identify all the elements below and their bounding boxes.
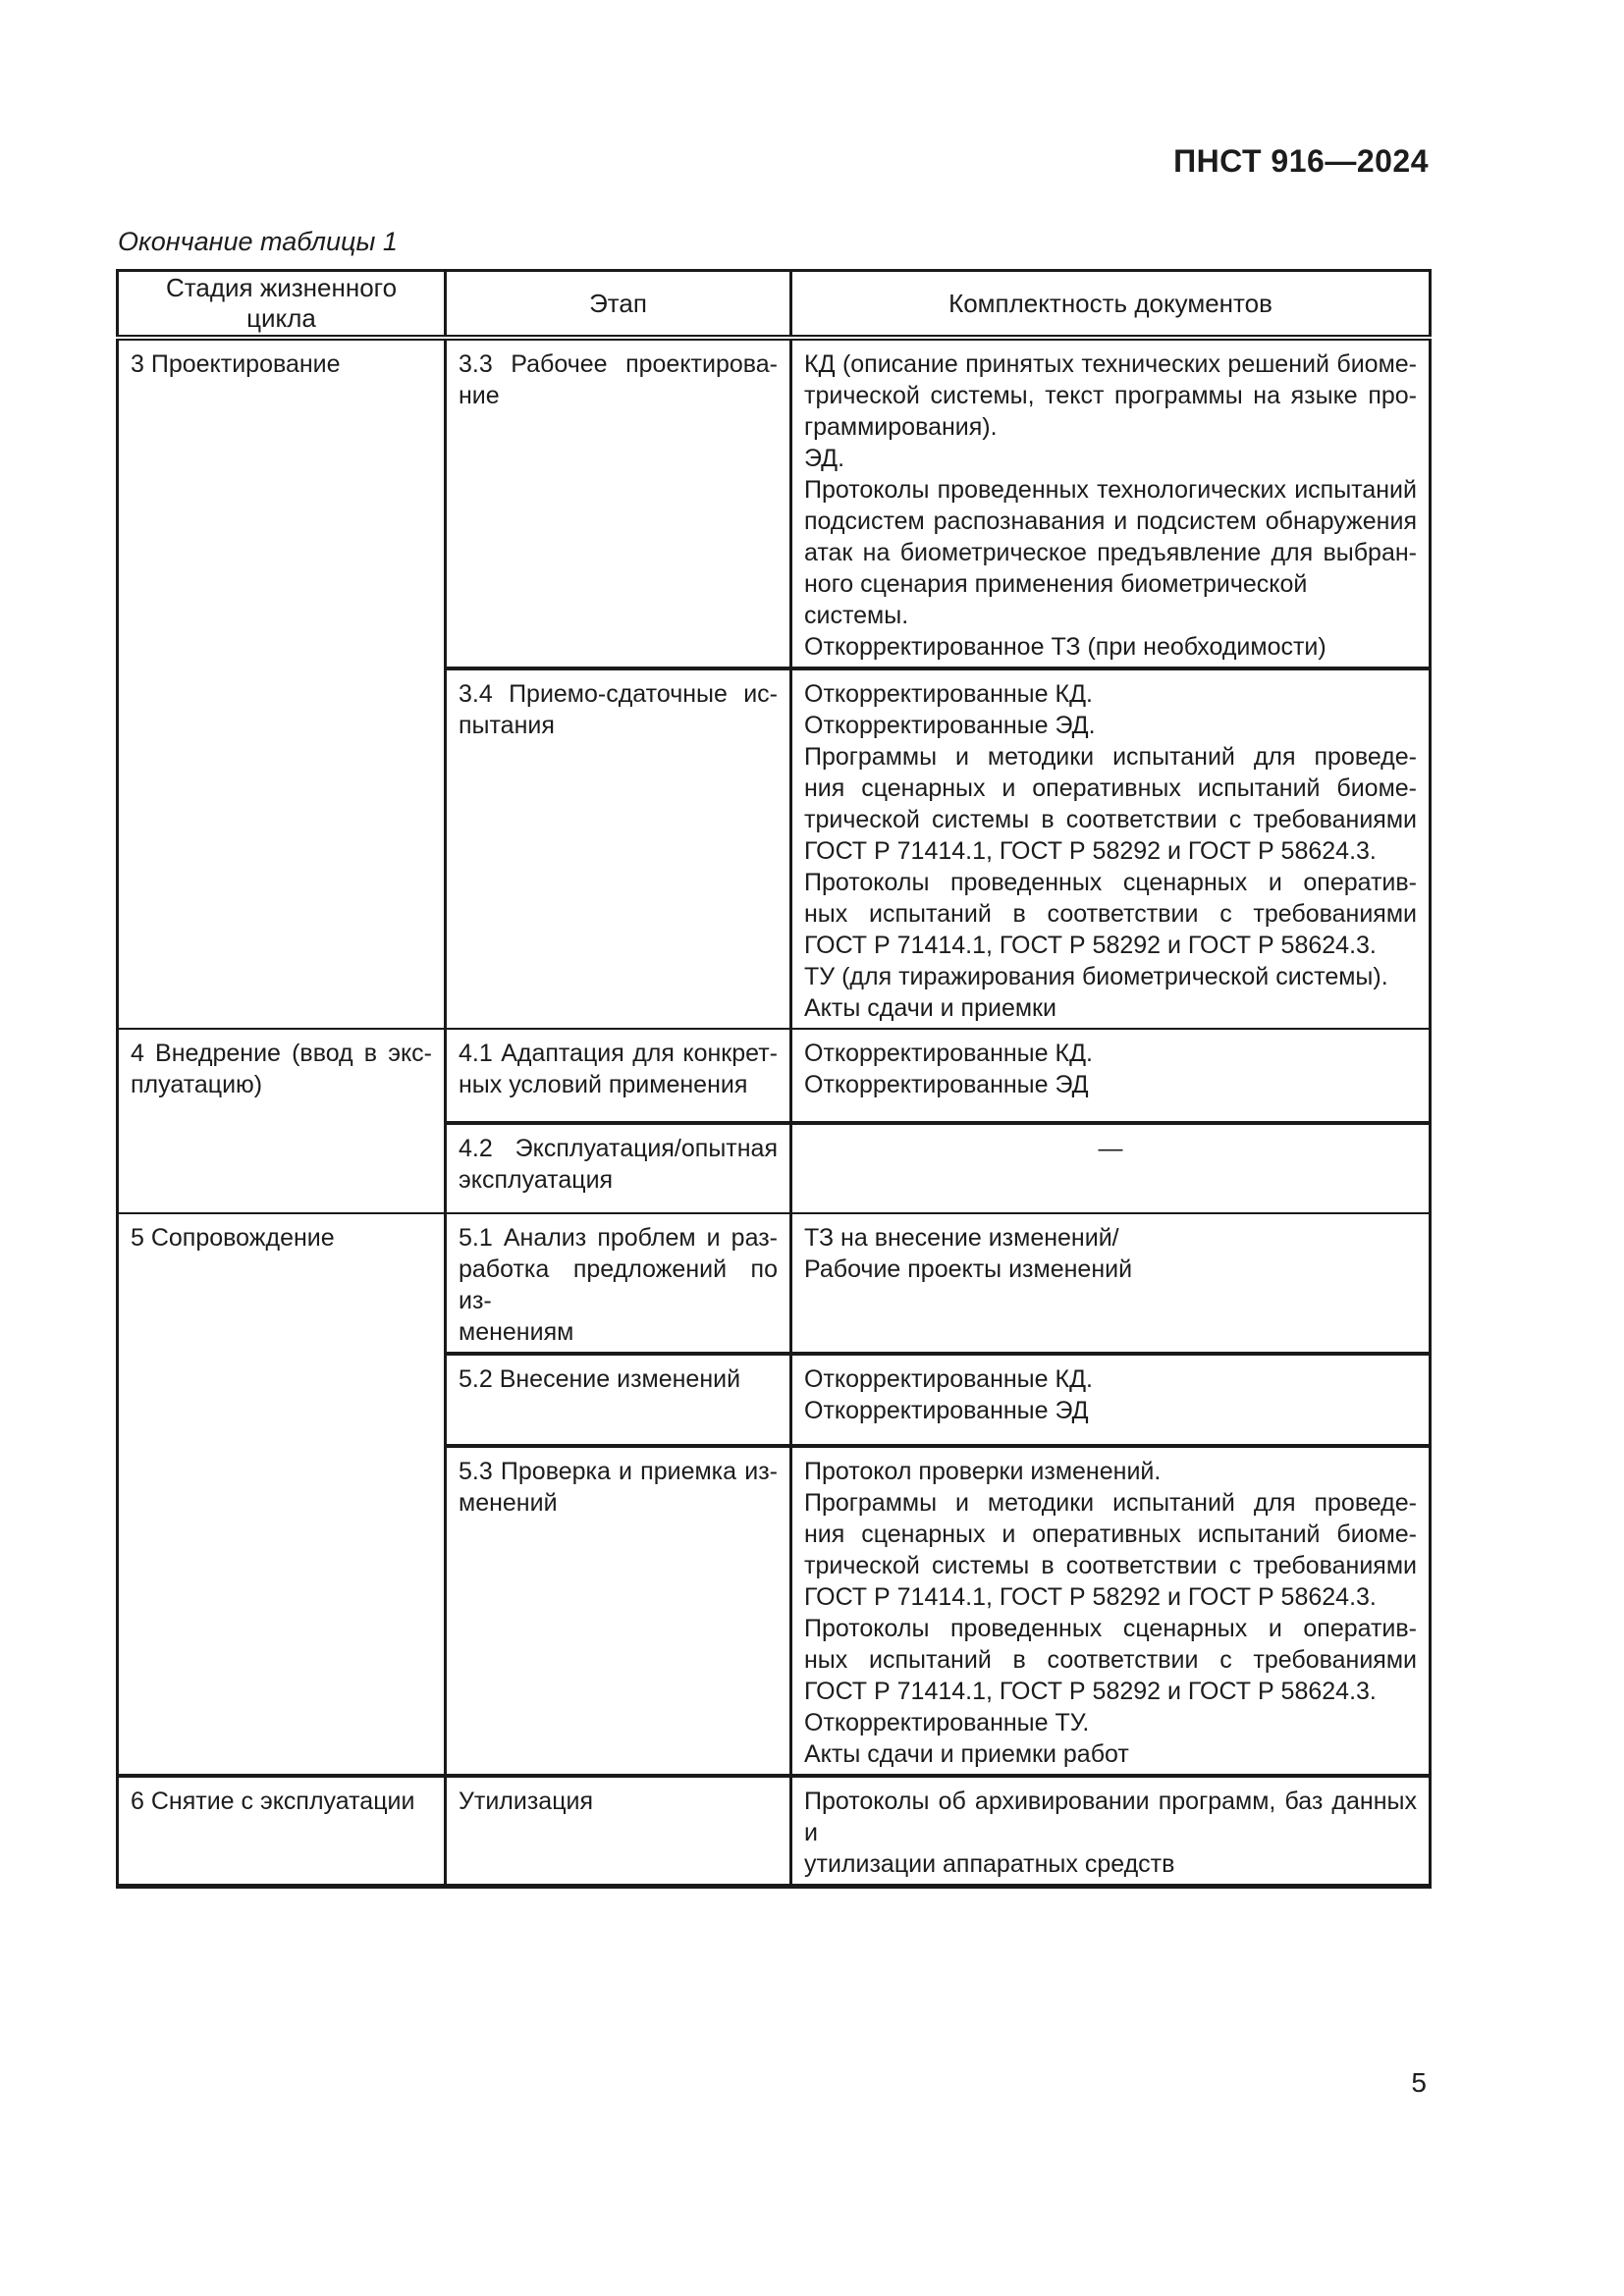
text-line: Программы и методики испытаний для проведе-: [804, 1489, 1417, 1517]
paragraph: [459, 1363, 778, 1395]
paragraph: [804, 1613, 1417, 1707]
text-line: ГОСТ Р 71414.1, ГОСТ Р 58292 и ГОСТ Р 58624.3.: [804, 1678, 1377, 1705]
paragraph: [804, 741, 1417, 867]
paragraph: [804, 678, 1417, 710]
text-line: Акты сдачи и приемки работ: [804, 1740, 1129, 1768]
text-line: утилизации аппаратных средств: [804, 1850, 1175, 1878]
paragraph: [804, 1487, 1417, 1613]
docs-cell: [791, 1446, 1431, 1776]
paragraph: [804, 961, 1417, 992]
paragraph: [804, 1786, 1417, 1880]
page-content: [116, 0, 1429, 2296]
text-line: работка предложений по из-: [459, 1255, 778, 1314]
paragraph: [804, 1133, 1417, 1164]
text-line: —: [1098, 1135, 1123, 1162]
etap-cell: [446, 1446, 791, 1776]
text-line: 4.1 Адаптация для конкрет-: [459, 1040, 778, 1067]
etap-cell: [446, 668, 791, 1029]
text-line: Утилизация: [459, 1788, 594, 1815]
text-line: ния сценарных и оперативных испытаний биоме-: [804, 1521, 1417, 1548]
text-line: Откорректированные КД.: [804, 1365, 1093, 1393]
paragraph: [804, 443, 1417, 474]
table-body: [118, 338, 1431, 1887]
text-line: КД (описание принятых технических решений биоме-: [804, 350, 1417, 378]
header-row: [118, 271, 1431, 339]
table-row: [118, 1213, 1431, 1354]
text-line: Откорректированные ЭД.: [804, 712, 1096, 739]
text-line: ного сценария применения биометрической системы.: [804, 570, 1308, 629]
stage-cell: [118, 1029, 446, 1213]
docs-cell: [791, 1354, 1431, 1446]
paragraph: [804, 631, 1417, 663]
text-line: ние: [459, 382, 500, 409]
column-header-etap: Этап: [446, 271, 791, 339]
etap-cell: [446, 1354, 791, 1446]
text-line: трической системы в соответствии с требованиями: [804, 1552, 1417, 1579]
text-line: Протоколы проведенных сценарных и оператив-: [804, 1615, 1417, 1642]
text-line: ЭД.: [804, 445, 845, 472]
text-line: Откорректированные ЭД: [804, 1071, 1089, 1098]
text-line: 4 Внедрение (ввод в экс-: [131, 1040, 432, 1067]
text-line: 5.3 Проверка и приемка из-: [459, 1458, 778, 1485]
etap-cell: [446, 1123, 791, 1213]
paragraph: [131, 1222, 432, 1254]
text-line: ных испытаний в соответствии с требованиями: [804, 1646, 1417, 1674]
text-line: ния сценарных и оперативных испытаний биоме-: [804, 774, 1417, 802]
docs-cell: [791, 1029, 1431, 1123]
text-line: Программы и методики испытаний для проведе-: [804, 743, 1417, 771]
text-line: ных условий применения: [459, 1071, 748, 1098]
text-line: трической системы в соответствии с требованиями: [804, 806, 1417, 833]
text-line: Протоколы проведенных технологических испытаний: [804, 476, 1417, 504]
stage-cell: [118, 1776, 446, 1887]
paragraph: [804, 1222, 1417, 1254]
text-line: подсистем распознавания и подсистем обнаружения: [804, 507, 1417, 535]
document-code: ПНСТ 916—2024: [1173, 143, 1429, 179]
text-line: Откорректированные ТУ.: [804, 1709, 1090, 1736]
text-line: 3.4 Приемо-сдаточные ис-: [459, 680, 778, 708]
etap-cell: [446, 1776, 791, 1887]
paragraph: [804, 1038, 1417, 1069]
paragraph: [804, 992, 1417, 1024]
docs-cell: [791, 338, 1431, 668]
paragraph: [131, 1786, 432, 1817]
text-line: менений: [459, 1489, 558, 1517]
text-line: эксплуатация: [459, 1166, 614, 1194]
table-caption: Окончание таблицы 1: [118, 227, 398, 256]
stage-cell: [118, 1213, 446, 1776]
paragraph: [459, 1786, 778, 1817]
text-line: Акты сдачи и приемки: [804, 994, 1056, 1022]
paragraph: [804, 1738, 1417, 1770]
text-line: ТЗ на внесение изменений/: [804, 1224, 1119, 1252]
docs-cell: [791, 1123, 1431, 1213]
text-line: ГОСТ Р 71414.1, ГОСТ Р 58292 и ГОСТ Р 58624.3.: [804, 1583, 1377, 1611]
docs-cell: [791, 1776, 1431, 1887]
text-line: Откорректированные ЭД: [804, 1397, 1089, 1424]
text-line: 5.1 Анализ проблем и раз-: [459, 1224, 778, 1252]
text-line: Рабочие проекты изменений: [804, 1255, 1133, 1283]
paragraph: [804, 1456, 1417, 1487]
text-line: Откорректированное ТЗ (при необходимости): [804, 633, 1326, 661]
text-line: плуатацию): [131, 1071, 263, 1098]
text-line: Откорректированные КД.: [804, 680, 1093, 708]
text-line: 3.3 Рабочее проектирова-: [459, 350, 778, 378]
text-line: 6 Снятие с эксплуатации: [131, 1788, 415, 1815]
paragraph: [459, 1456, 778, 1519]
paragraph: [131, 1038, 432, 1100]
text-line: Протоколы проведенных сценарных и оператив-: [804, 869, 1417, 896]
docs-cell: [791, 668, 1431, 1029]
table-row: [118, 1776, 1431, 1887]
text-line: ГОСТ Р 71414.1, ГОСТ Р 58292 и ГОСТ Р 58624.3.: [804, 932, 1377, 959]
paragraph: [459, 1133, 778, 1196]
text-line: 5.2 Внесение изменений: [459, 1365, 741, 1393]
text-line: атак на биометрическое предъявление для выбран-: [804, 539, 1417, 566]
paragraph: [804, 1707, 1417, 1738]
text-line: пытания: [459, 712, 555, 739]
paragraph: [804, 1395, 1417, 1426]
etap-cell: [446, 1213, 791, 1354]
paragraph: [804, 1069, 1417, 1100]
table-row: [118, 338, 1431, 668]
text-line: Откорректированные КД.: [804, 1040, 1093, 1067]
table-row: [118, 1029, 1431, 1123]
text-line: ТУ (для тиражирования биометрической системы).: [804, 963, 1388, 990]
paragraph: [459, 1222, 778, 1348]
paragraph: [804, 1254, 1417, 1285]
column-header-docs: Комплектность документов: [791, 271, 1431, 339]
stage-cell: [118, 338, 446, 1029]
docs-cell: [791, 1213, 1431, 1354]
paragraph: [804, 474, 1417, 631]
table-header: [118, 271, 1431, 339]
page-number: 5: [1411, 2067, 1427, 2098]
text-line: трической системы, текст программы на языке про-: [804, 382, 1417, 409]
text-line: Протоколы об архивировании программ, баз данных и: [804, 1788, 1417, 1846]
column-header-stage: Стадия жизненного цикла: [118, 271, 446, 339]
paragraph: [459, 1038, 778, 1100]
text-line: Протокол проверки изменений.: [804, 1458, 1162, 1485]
text-line: ных испытаний в соответствии с требованиями: [804, 900, 1417, 928]
paragraph: [459, 678, 778, 741]
paragraph: [131, 348, 432, 380]
text-line: 3 Проектирование: [131, 350, 341, 378]
text-line: ГОСТ Р 71414.1, ГОСТ Р 58292 и ГОСТ Р 58624.3.: [804, 837, 1377, 865]
text-line: 5 Сопровождение: [131, 1224, 335, 1252]
paragraph: [804, 710, 1417, 741]
text-line: 4.2 Эксплуатация/опытная: [459, 1135, 778, 1162]
text-line: граммирования).: [804, 413, 998, 441]
etap-cell: [446, 1029, 791, 1123]
text-line: менениям: [459, 1318, 574, 1346]
paragraph: [804, 867, 1417, 961]
paragraph: [804, 348, 1417, 443]
etap-cell: [446, 338, 791, 668]
paragraph: [804, 1363, 1417, 1395]
lifecycle-table: [116, 269, 1432, 1889]
paragraph: [459, 348, 778, 411]
